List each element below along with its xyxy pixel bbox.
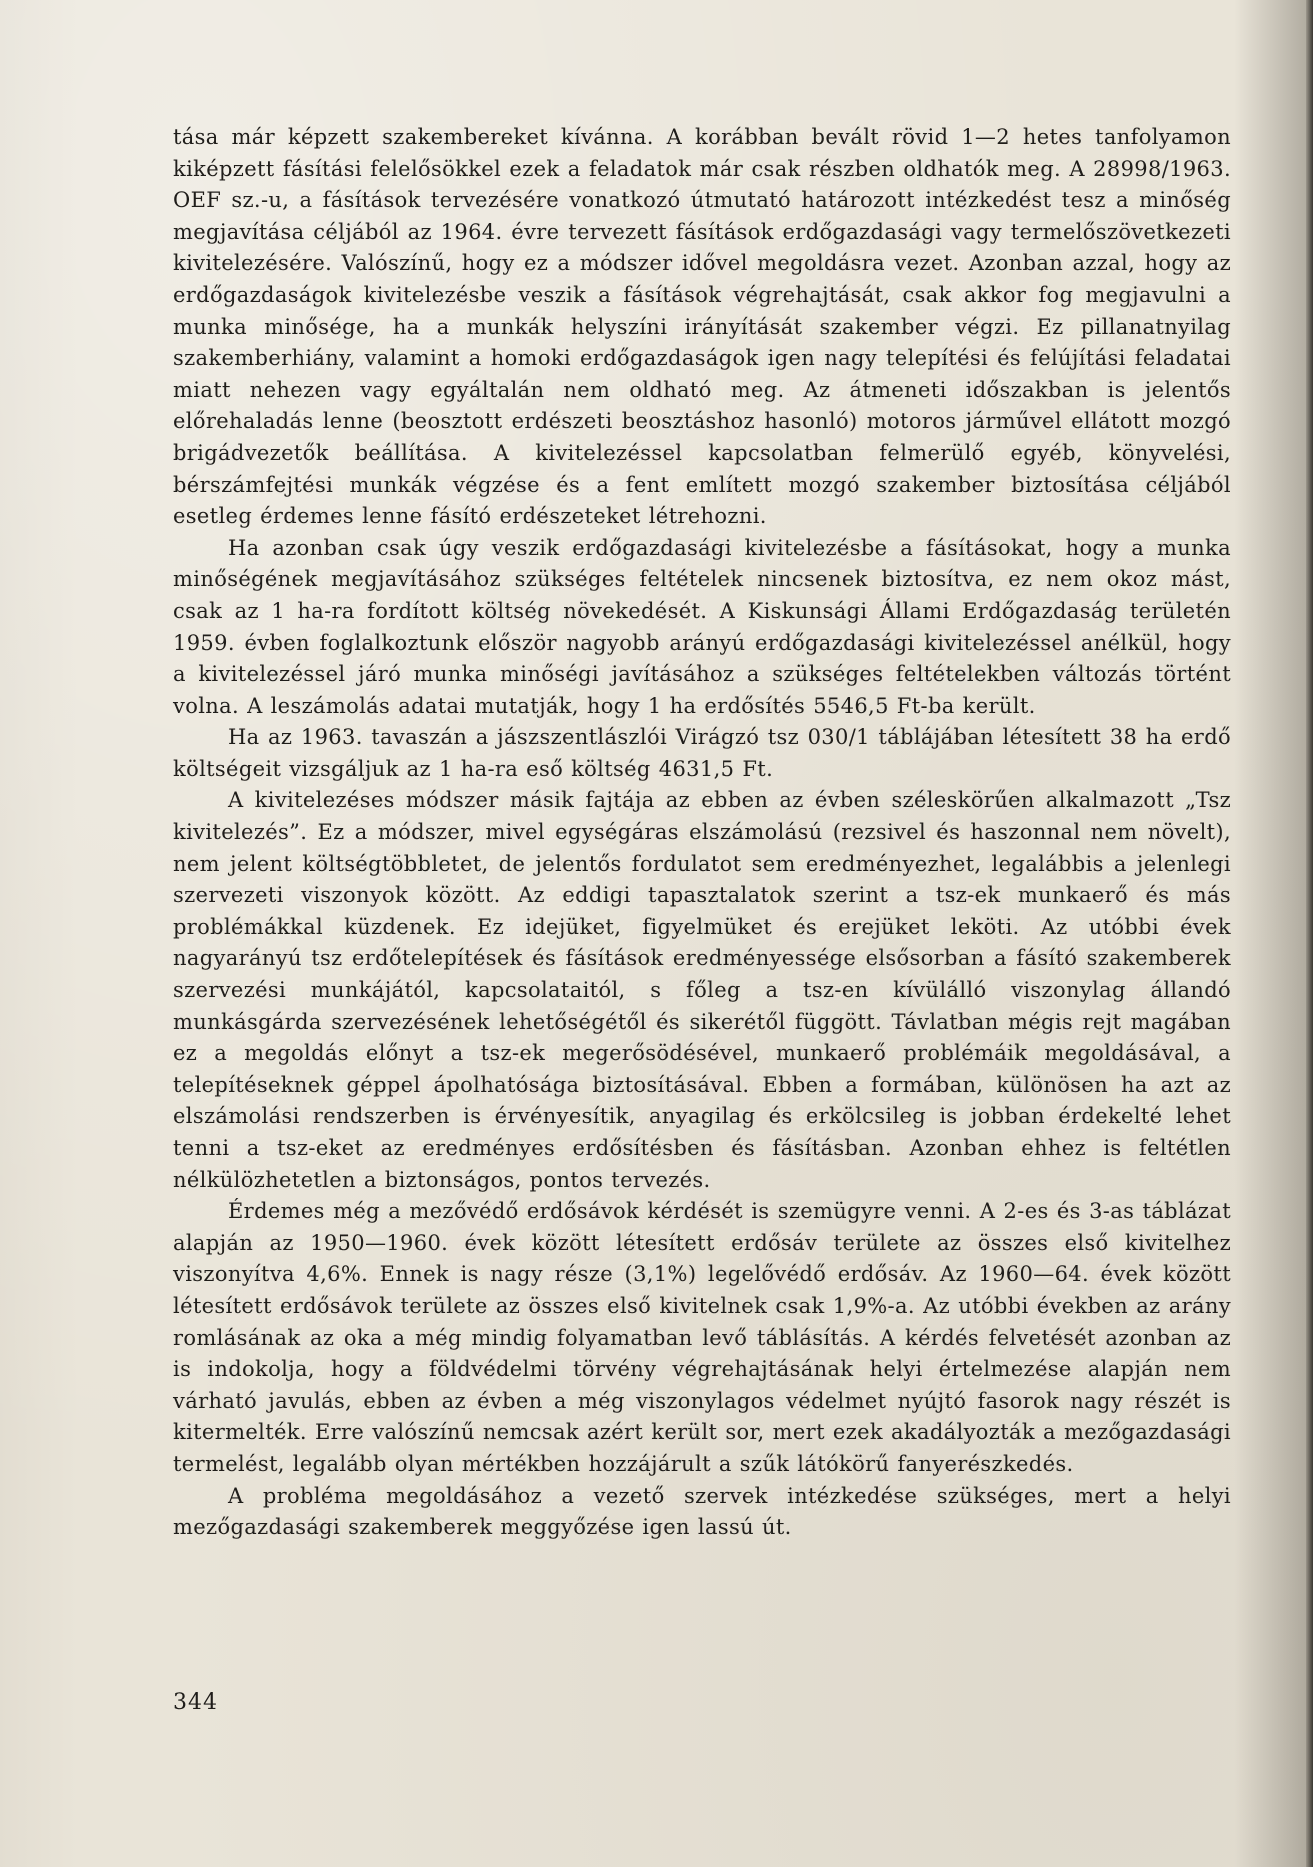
paragraph-2: Ha azonban csak úgy veszik erdőgazdasági kivitelezésbe a fásításokat, hogy a munka minőségének megjavításához szükséges feltételek nincsenek biztosítva, ez nem okoz mást, csak az 1 ha-ra fordított költség növekedését. A Kiskunsági Állami Erdőgazdaság területén 1959. évben foglalkoztunk először nagyobb arányú erdőgazdasági kivitelezéssel anélkül, hogy a kivitelezéssel járó munka minőségi javításához a szükséges feltételekben változás történt volna. A leszámolás adatai mutatják, hogy 1 ha erdősítés 5546,5 Ft-ba került.	[173, 535, 1231, 718]
page-edge-shadow	[1306, 0, 1313, 1867]
body-text	[173, 122, 1231, 1544]
paragraph-6: A probléma megoldásához a vezető szervek intézkedése szükséges, mert a helyi mezőgazdasági szakemberek meggyőzése igen lassú út.	[173, 1483, 1231, 1540]
page-number: 344	[173, 1690, 218, 1715]
paragraph-4: A kivitelezéses módszer másik fajtája az ebben az évben széleskörűen alkalmazott „Tsz kivitelezés”. Ez a módszer, mivel egységáras elszámolású (rezsivel és haszonnal nem növelt), nem jelent költségtöbbletet, de jelentős fordulatot sem eredményezhet, legalábbis a jelenlegi szervezeti viszonyok között. Az eddigi tapasztalatok szerint a tsz-ek munkaerő és más problémákkal küzdenek. Ez idejüket, figyelmüket és erejüket leköti. Az utóbbi évek nagyarányú tsz erdőtelepítések és fásítások eredményessége elsősorban a fásító szakemberek szervezési munkájától, kapcsolataitól, s főleg a tsz-en kívülálló viszonylag állandó munkásgárda szervezésének lehetőségétől és sikerétől függött. Távlatban mégis rejt magában ez a megoldás előnyt a tsz-ek megerősödésével, munkaerő problémáik megoldásával, a telepítéseknek géppel ápolhatósága biztosításával. Ebben a formában, különösen ha azt az elszámolási rendszerben is érvényesítik, anyagilag és erkölcsileg is jobban érdekelté lehet tenni a tsz-eket az eredményes erdősítésben és fásításban. Azonban ehhez is feltétlen nélkülözhetetlen a biztonságos, pontos tervezés.	[173, 788, 1231, 1192]
paragraph-5: Érdemes még a mezővédő erdősávok kérdését is szemügyre venni. A 2-es és 3-as táblázat alapján az 1950—1960. évek között létesített erdősáv területe az összes első kivitelhez viszonyítva 4,6%. Ennek is nagy része (3,1%) legelővédő erdősáv. Az 1960—64. évek között létesített erdősávok területe az összes első kivitelnek csak 1,9%-a. Az utóbbi években az arány romlásának az oka a még mindig folyamatban levő táblásítás. A kérdés felvetését azonban az is indokolja, hogy a földvédelmi törvény végrehajtásának helyi értelmezése alapján nem várható javulás, ebben az évben a még viszonylagos védelmet nyújtó fasorok nagy részét is kitermelték. Erre valószínű nemcsak azért került sor, mert ezek akadályozták a mezőgazdasági termelést, legalább olyan mértékben hozzájárult a szűk látókörű fanyerészkedés.	[173, 1199, 1231, 1476]
paragraph-3: Ha az 1963. tavaszán a jászszentlászlói Virágzó tsz 030/1 táblájában létesített 38 ha erdő költségeit vizsgáljuk az 1 ha-ra eső költség 4631,5 Ft.	[173, 725, 1231, 781]
paragraph-1: tása már képzett szakembereket kívánna. A korábban bevált rövid 1—2 hetes tanfolyamon kiképzett fásítási felelősökkel ezek a feladatok már csak részben oldhatók meg. A 28998/1963. OEF sz.-u, a fásítások tervezésére vonatkozó útmutató határozott intézkedést tesz a minőség megjavítása céljából az 1964. évre tervezett fásítások erdőgazdasági vagy termelőszövetkezeti kivitelezésére. Valószínű, hogy ez a módszer idővel megoldásra vezet. Azonban azzal, hogy az erdőgazdaságok kivitelezésbe veszik a fásítások végrehajtását, csak akkor fog megjavulni a munka minősége, ha a munkák helyszíni irányítását szakember végzi. Ez pillanatnyilag szakemberhiány, valamint a homoki erdőgazdaságok igen nagy telepítési és felújítási feladatai miatt nehezen vagy egyáltalán nem oldható meg. Az átmeneti időszakban is jelentős előrehaladás lenne (beosztott erdészeti beosztáshoz hasonló) motoros járművel ellátott mozgó brigádvezetők beállítása. A kivitelezéssel kapcsolatban felmerülő egyéb, könyvelési, bérszámfejtési munkák végzése és a fent említett mozgó szakember biztosítása céljából esetleg érdemes lenne fásító erdészeteket létrehozni.	[173, 125, 1231, 529]
